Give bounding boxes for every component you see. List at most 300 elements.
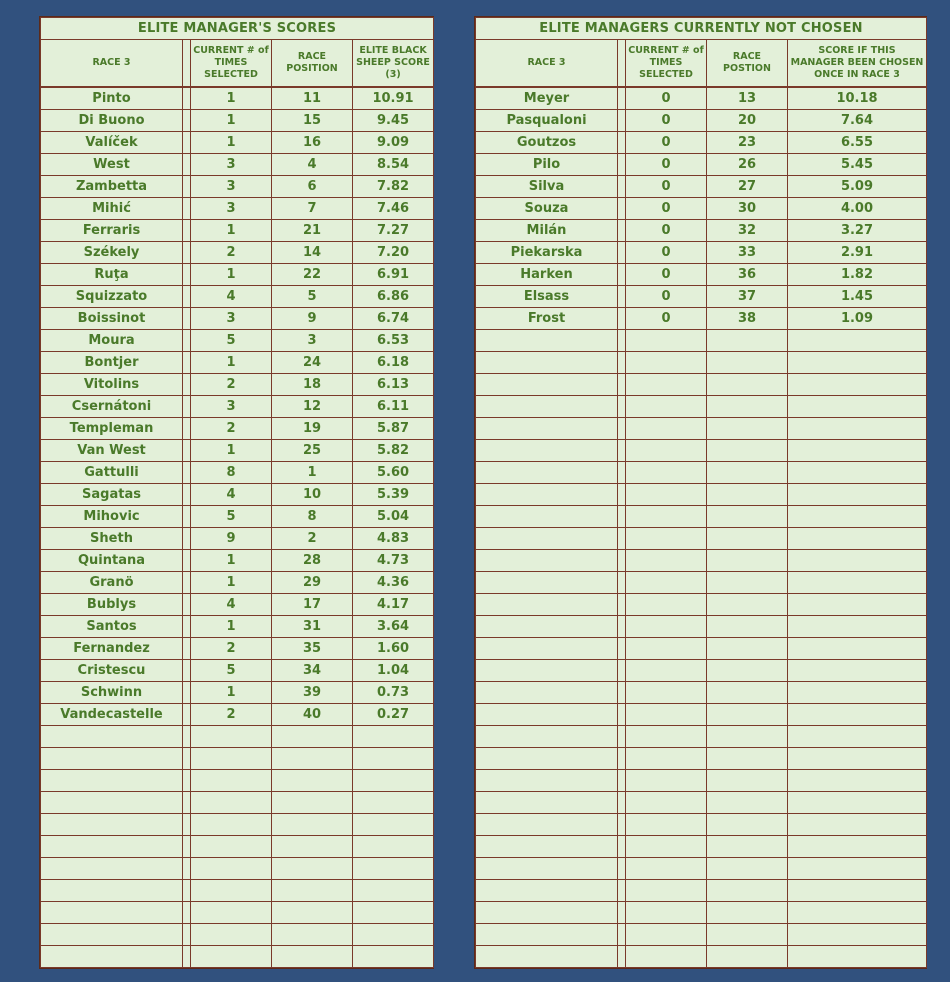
cell-manager-name: Squizzato — [41, 286, 183, 308]
cell-times-selected: 3 — [191, 154, 272, 176]
cell-spacer — [618, 198, 626, 220]
empty-cell — [626, 506, 707, 528]
empty-cell — [476, 858, 618, 880]
empty-row — [476, 506, 927, 528]
table-row — [41, 308, 434, 330]
cell-manager-name: Harken — [476, 264, 618, 286]
empty-cell — [353, 726, 434, 748]
empty-cell — [788, 660, 927, 682]
empty-row — [476, 616, 927, 638]
empty-cell — [626, 528, 707, 550]
cell-times-selected: 0 — [626, 176, 707, 198]
empty-cell — [707, 594, 788, 616]
empty-cell — [476, 638, 618, 660]
empty-cell — [41, 836, 183, 858]
empty-cell — [626, 352, 707, 374]
empty-cell — [626, 396, 707, 418]
empty-cell — [788, 484, 927, 506]
cell-spacer — [183, 286, 191, 308]
cell-spacer — [618, 242, 626, 264]
table-row — [476, 87, 927, 110]
empty-cell — [183, 924, 191, 946]
cell-spacer — [183, 132, 191, 154]
empty-cell — [626, 440, 707, 462]
empty-cell — [41, 726, 183, 748]
cell-manager-name: Cristescu — [41, 660, 183, 682]
cell-race-position: 37 — [707, 286, 788, 308]
table-row — [41, 682, 434, 704]
empty-cell — [618, 924, 626, 946]
empty-cell — [707, 572, 788, 594]
empty-cell — [707, 704, 788, 726]
table-row — [41, 660, 434, 682]
cell-race-position: 40 — [272, 704, 353, 726]
cell-score: 6.18 — [353, 352, 434, 374]
cell-score: 7.82 — [353, 176, 434, 198]
table-row — [476, 308, 927, 330]
empty-cell — [788, 770, 927, 792]
cell-times-selected: 4 — [191, 594, 272, 616]
cell-race-position: 22 — [272, 264, 353, 286]
empty-cell — [626, 792, 707, 814]
cell-spacer — [618, 87, 626, 110]
empty-cell — [626, 770, 707, 792]
empty-row — [476, 550, 927, 572]
empty-cell — [788, 836, 927, 858]
cell-times-selected: 1 — [191, 220, 272, 242]
empty-cell — [41, 858, 183, 880]
empty-cell — [707, 418, 788, 440]
empty-row — [41, 858, 434, 880]
empty-row — [476, 374, 927, 396]
cell-spacer — [183, 638, 191, 660]
table-row — [41, 550, 434, 572]
empty-cell — [272, 858, 353, 880]
cell-manager-name: Mihovic — [41, 506, 183, 528]
cell-manager-name: Frost — [476, 308, 618, 330]
cell-manager-name: Di Buono — [41, 110, 183, 132]
column-spacer — [618, 40, 626, 88]
cell-score: 7.27 — [353, 220, 434, 242]
table-row — [41, 528, 434, 550]
empty-row — [476, 770, 927, 792]
empty-cell — [353, 814, 434, 836]
cell-score: 6.91 — [353, 264, 434, 286]
empty-cell — [476, 946, 618, 968]
empty-cell — [353, 792, 434, 814]
empty-cell — [191, 836, 272, 858]
table-row — [41, 242, 434, 264]
cell-spacer — [183, 594, 191, 616]
cell-race-position: 2 — [272, 528, 353, 550]
column-header-score-if-chosen: SCORE IF THIS MANAGER BEEN CHOSEN ONCE IN RACE 3 — [788, 40, 927, 88]
cell-race-position: 13 — [707, 87, 788, 110]
cell-score: 7.46 — [353, 198, 434, 220]
cell-score: 10.18 — [788, 87, 927, 110]
cell-spacer — [183, 616, 191, 638]
table-row — [41, 220, 434, 242]
cell-race-position: 5 — [272, 286, 353, 308]
empty-row — [476, 440, 927, 462]
empty-cell — [191, 726, 272, 748]
empty-cell — [707, 352, 788, 374]
cell-race-position: 24 — [272, 352, 353, 374]
empty-cell — [41, 792, 183, 814]
empty-cell — [626, 814, 707, 836]
empty-row — [476, 924, 927, 946]
cell-score: 5.04 — [353, 506, 434, 528]
table-title: ELITE MANAGER'S SCORES — [41, 18, 434, 40]
empty-cell — [707, 836, 788, 858]
empty-cell — [707, 396, 788, 418]
empty-row — [476, 660, 927, 682]
table-row — [41, 506, 434, 528]
cell-race-position: 19 — [272, 418, 353, 440]
empty-row — [476, 946, 927, 968]
cell-manager-name: West — [41, 154, 183, 176]
cell-score: 5.45 — [788, 154, 927, 176]
empty-cell — [618, 858, 626, 880]
empty-cell — [788, 748, 927, 770]
table-title: ELITE MANAGERS CURRENTLY NOT CHOSEN — [476, 18, 927, 40]
empty-cell — [476, 660, 618, 682]
cell-race-position: 28 — [272, 550, 353, 572]
empty-cell — [707, 660, 788, 682]
cell-score: 5.60 — [353, 462, 434, 484]
cell-spacer — [183, 396, 191, 418]
empty-cell — [476, 528, 618, 550]
empty-cell — [41, 880, 183, 902]
empty-cell — [618, 330, 626, 352]
table-body — [41, 87, 434, 968]
cell-times-selected: 1 — [191, 110, 272, 132]
empty-row — [41, 770, 434, 792]
empty-cell — [618, 352, 626, 374]
cell-manager-name: Van West — [41, 440, 183, 462]
cell-race-position: 11 — [272, 87, 353, 110]
cell-race-position: 1 — [272, 462, 353, 484]
empty-cell — [788, 924, 927, 946]
cell-spacer — [618, 110, 626, 132]
empty-cell — [476, 726, 618, 748]
cell-times-selected: 0 — [626, 286, 707, 308]
empty-cell — [476, 902, 618, 924]
table-row — [41, 264, 434, 286]
empty-cell — [788, 506, 927, 528]
cell-spacer — [618, 308, 626, 330]
cell-manager-name: Boissinot — [41, 308, 183, 330]
empty-cell — [191, 902, 272, 924]
table-row — [41, 374, 434, 396]
empty-cell — [707, 506, 788, 528]
empty-cell — [476, 440, 618, 462]
cell-manager-name: Pinto — [41, 87, 183, 110]
cell-score: 3.27 — [788, 220, 927, 242]
table-row — [41, 616, 434, 638]
cell-spacer — [183, 418, 191, 440]
empty-cell — [788, 440, 927, 462]
empty-cell — [476, 770, 618, 792]
cell-spacer — [183, 660, 191, 682]
cell-times-selected: 0 — [626, 132, 707, 154]
empty-cell — [476, 748, 618, 770]
cell-times-selected: 2 — [191, 374, 272, 396]
empty-cell — [618, 506, 626, 528]
table-row — [476, 242, 927, 264]
cell-manager-name: Quintana — [41, 550, 183, 572]
empty-row — [41, 726, 434, 748]
cell-race-position: 39 — [272, 682, 353, 704]
table-row — [41, 572, 434, 594]
empty-cell — [476, 418, 618, 440]
empty-cell — [707, 440, 788, 462]
cell-spacer — [618, 286, 626, 308]
empty-cell — [707, 792, 788, 814]
managers-not-chosen-table — [474, 16, 927, 969]
empty-cell — [191, 880, 272, 902]
empty-cell — [41, 748, 183, 770]
empty-cell — [788, 880, 927, 902]
cell-spacer — [183, 242, 191, 264]
cell-manager-name: Vandecastelle — [41, 704, 183, 726]
table-row — [41, 198, 434, 220]
empty-cell — [788, 396, 927, 418]
cell-times-selected: 1 — [191, 264, 272, 286]
empty-row — [476, 902, 927, 924]
table-row — [41, 594, 434, 616]
empty-cell — [618, 726, 626, 748]
cell-score: 5.09 — [788, 176, 927, 198]
cell-times-selected: 0 — [626, 154, 707, 176]
cell-race-position: 9 — [272, 308, 353, 330]
cell-manager-name: Pilo — [476, 154, 618, 176]
empty-row — [41, 902, 434, 924]
empty-cell — [272, 924, 353, 946]
empty-cell — [618, 792, 626, 814]
empty-cell — [788, 594, 927, 616]
cell-score: 6.53 — [353, 330, 434, 352]
empty-cell — [272, 902, 353, 924]
empty-cell — [707, 330, 788, 352]
empty-cell — [476, 330, 618, 352]
empty-cell — [626, 880, 707, 902]
empty-cell — [788, 638, 927, 660]
elite-manager-scores-table — [39, 16, 434, 969]
cell-race-position: 15 — [272, 110, 353, 132]
empty-cell — [788, 572, 927, 594]
empty-cell — [476, 462, 618, 484]
empty-cell — [476, 682, 618, 704]
cell-manager-name: Ferraris — [41, 220, 183, 242]
empty-cell — [353, 858, 434, 880]
table-row — [476, 220, 927, 242]
empty-cell — [183, 726, 191, 748]
column-header-times-selected: CURRENT # of TIMES SELECTED — [626, 40, 707, 88]
empty-cell — [353, 748, 434, 770]
cell-score: 4.36 — [353, 572, 434, 594]
empty-row — [476, 748, 927, 770]
cell-manager-name: Schwinn — [41, 682, 183, 704]
empty-cell — [626, 484, 707, 506]
cell-score: 6.11 — [353, 396, 434, 418]
empty-cell — [626, 924, 707, 946]
empty-cell — [626, 616, 707, 638]
cell-race-position: 33 — [707, 242, 788, 264]
table-row — [41, 330, 434, 352]
cell-times-selected: 0 — [626, 242, 707, 264]
cell-score: 1.82 — [788, 264, 927, 286]
empty-cell — [626, 594, 707, 616]
cell-score: 4.17 — [353, 594, 434, 616]
empty-cell — [476, 550, 618, 572]
table-row — [476, 198, 927, 220]
cell-spacer — [183, 550, 191, 572]
empty-cell — [626, 418, 707, 440]
cell-times-selected: 2 — [191, 704, 272, 726]
cell-score: 9.09 — [353, 132, 434, 154]
cell-race-position: 26 — [707, 154, 788, 176]
column-header-race-position: RACE POSITION — [272, 40, 353, 88]
empty-cell — [707, 814, 788, 836]
empty-cell — [626, 704, 707, 726]
cell-race-position: 31 — [272, 616, 353, 638]
empty-cell — [788, 726, 927, 748]
empty-cell — [788, 418, 927, 440]
cell-score: 8.54 — [353, 154, 434, 176]
empty-cell — [707, 374, 788, 396]
empty-cell — [272, 836, 353, 858]
empty-cell — [191, 792, 272, 814]
cell-score: 1.45 — [788, 286, 927, 308]
cell-score: 0.73 — [353, 682, 434, 704]
cell-times-selected: 3 — [191, 308, 272, 330]
cell-score: 4.83 — [353, 528, 434, 550]
empty-cell — [618, 814, 626, 836]
cell-manager-name: Templeman — [41, 418, 183, 440]
empty-cell — [626, 902, 707, 924]
cell-race-position: 29 — [272, 572, 353, 594]
empty-cell — [626, 462, 707, 484]
cell-race-position: 16 — [272, 132, 353, 154]
empty-cell — [788, 352, 927, 374]
empty-cell — [788, 814, 927, 836]
empty-cell — [476, 836, 618, 858]
cell-score: 4.00 — [788, 198, 927, 220]
cell-spacer — [183, 572, 191, 594]
cell-manager-name: Zambetta — [41, 176, 183, 198]
cell-race-position: 7 — [272, 198, 353, 220]
empty-cell — [183, 902, 191, 924]
cell-score: 7.64 — [788, 110, 927, 132]
empty-cell — [476, 616, 618, 638]
empty-cell — [41, 902, 183, 924]
empty-cell — [41, 946, 183, 968]
empty-cell — [618, 770, 626, 792]
empty-cell — [191, 748, 272, 770]
empty-cell — [476, 792, 618, 814]
cell-times-selected: 2 — [191, 418, 272, 440]
empty-cell — [788, 704, 927, 726]
cell-score: 7.20 — [353, 242, 434, 264]
empty-cell — [618, 660, 626, 682]
empty-cell — [618, 638, 626, 660]
empty-cell — [618, 462, 626, 484]
cell-manager-name: Fernandez — [41, 638, 183, 660]
cell-times-selected: 5 — [191, 506, 272, 528]
empty-cell — [618, 396, 626, 418]
empty-row — [476, 726, 927, 748]
cell-manager-name: Sheth — [41, 528, 183, 550]
empty-row — [41, 814, 434, 836]
empty-cell — [626, 374, 707, 396]
empty-cell — [41, 814, 183, 836]
empty-cell — [707, 638, 788, 660]
empty-cell — [707, 484, 788, 506]
empty-cell — [626, 682, 707, 704]
empty-cell — [707, 902, 788, 924]
empty-cell — [618, 836, 626, 858]
empty-cell — [618, 704, 626, 726]
cell-race-position: 18 — [272, 374, 353, 396]
cell-spacer — [618, 264, 626, 286]
cell-times-selected: 0 — [626, 198, 707, 220]
cell-race-position: 32 — [707, 220, 788, 242]
empty-row — [41, 924, 434, 946]
empty-cell — [626, 748, 707, 770]
empty-cell — [353, 880, 434, 902]
cell-race-position: 6 — [272, 176, 353, 198]
empty-cell — [618, 374, 626, 396]
cell-spacer — [183, 110, 191, 132]
cell-times-selected: 1 — [191, 572, 272, 594]
empty-cell — [626, 726, 707, 748]
empty-cell — [707, 462, 788, 484]
empty-cell — [618, 616, 626, 638]
cell-score: 6.86 — [353, 286, 434, 308]
column-header-race: RACE 3 — [41, 40, 183, 88]
empty-cell — [618, 528, 626, 550]
empty-cell — [788, 374, 927, 396]
empty-row — [476, 462, 927, 484]
empty-cell — [618, 572, 626, 594]
cell-manager-name: Souza — [476, 198, 618, 220]
empty-row — [476, 638, 927, 660]
empty-row — [476, 572, 927, 594]
empty-cell — [618, 418, 626, 440]
cell-times-selected: 1 — [191, 132, 272, 154]
cell-manager-name: Sagatas — [41, 484, 183, 506]
empty-row — [476, 704, 927, 726]
column-header-score: ELITE BLACK SHEEP SCORE (3) — [353, 40, 434, 88]
table-row — [41, 154, 434, 176]
empty-cell — [788, 462, 927, 484]
empty-row — [476, 682, 927, 704]
empty-cell — [476, 396, 618, 418]
empty-row — [476, 352, 927, 374]
cell-spacer — [183, 352, 191, 374]
cell-race-position: 36 — [707, 264, 788, 286]
table-row — [41, 87, 434, 110]
empty-cell — [272, 814, 353, 836]
cell-spacer — [183, 374, 191, 396]
cell-score: 5.87 — [353, 418, 434, 440]
empty-cell — [626, 638, 707, 660]
empty-cell — [476, 572, 618, 594]
cell-spacer — [183, 87, 191, 110]
cell-times-selected: 0 — [626, 264, 707, 286]
empty-row — [476, 330, 927, 352]
cell-manager-name: Mihić — [41, 198, 183, 220]
